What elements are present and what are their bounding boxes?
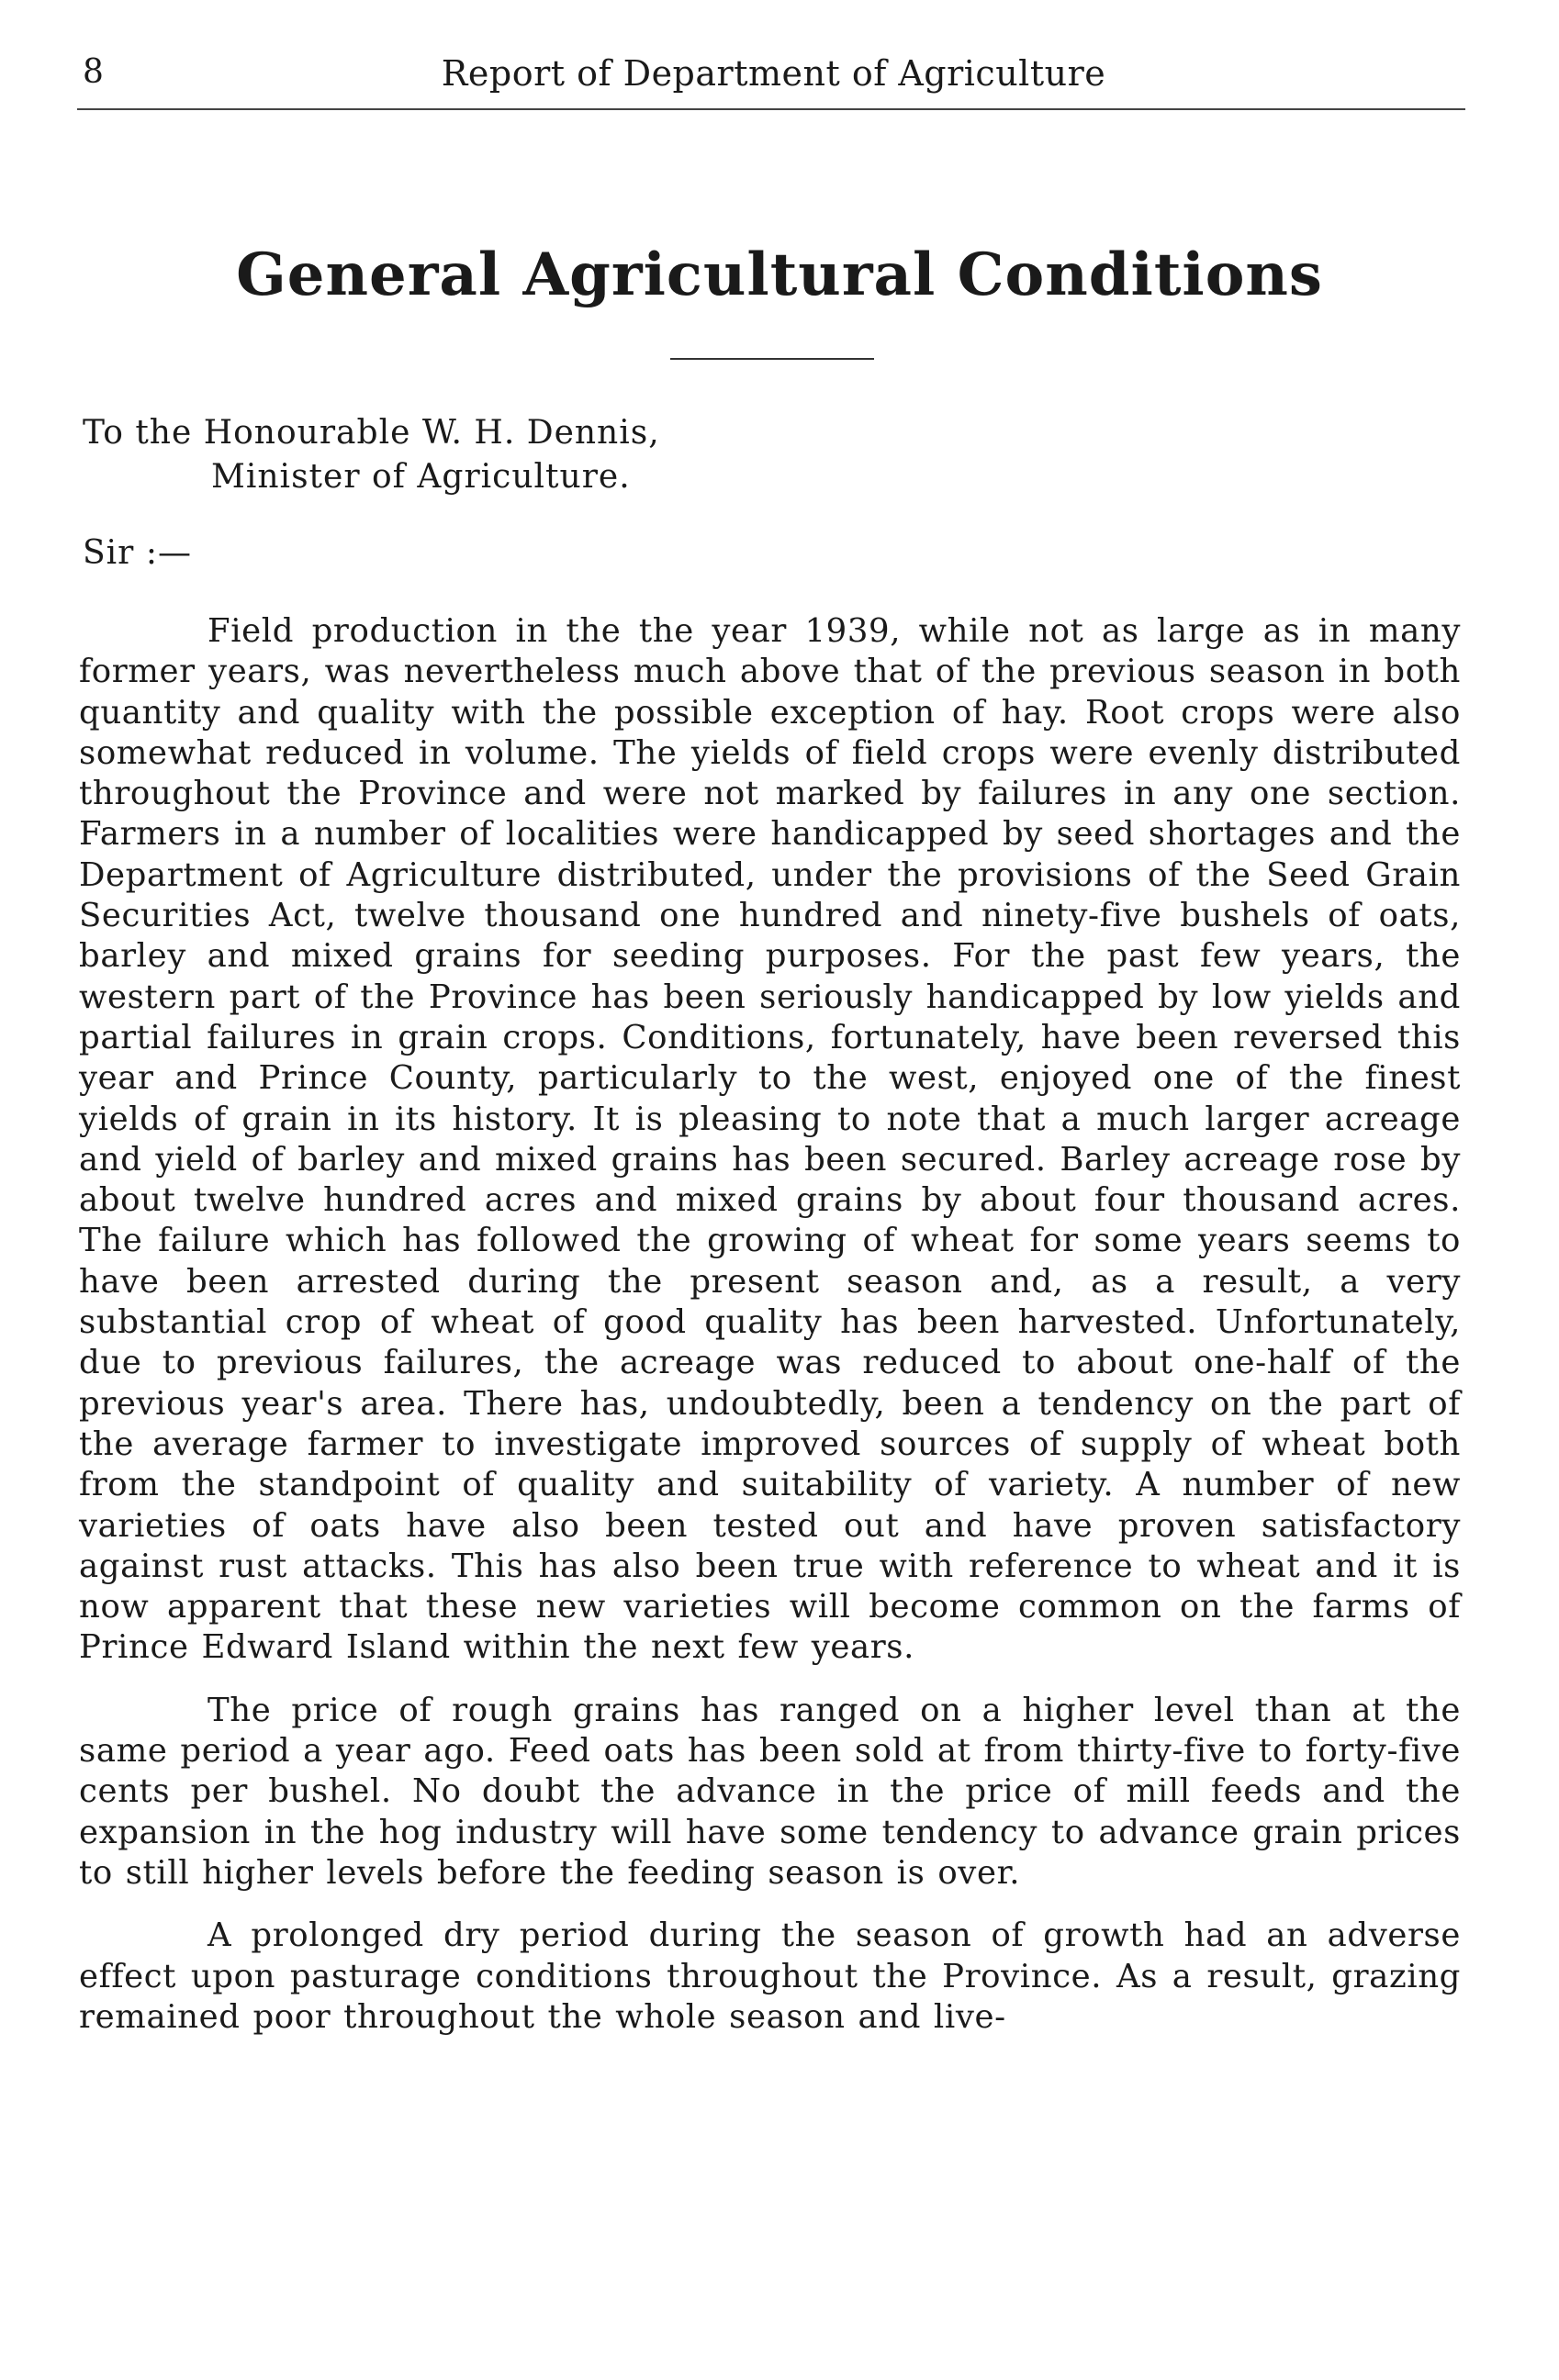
greeting: Sir :— bbox=[83, 534, 192, 572]
running-title: Report of Department of Agriculture bbox=[441, 53, 1106, 94]
running-header bbox=[83, 48, 1464, 103]
paragraph-dry-period: A prolonged dry period during the season of growth had an adverse effect upon pasturage conditions throughout the Province. As a result, grazing remained poor throughout the whole season and live- bbox=[79, 1916, 1461, 2036]
page-number: 8 bbox=[83, 53, 104, 91]
paragraph-field-production: Field production in the the year 1939, while not as large as in many former years, was nevertheless much above that of the previous season in both quantity and quality with the possible exception of hay. Root crops were also somewhat reduced in volume. The yields of field crops were evenly distributed throughout the Province and were not marked by failures in any one section. Farmers in a number of localities were handicapped by seed shortages and the Department of Agriculture distributed, under the provisions of the Seed Grain Securities Act, twelve thousand one hundred and ninety-five bushels of oats, barley and mixed grains for seeding purposes. For the past few years, the western part of the Province has been seriously handicapped by low yields and partial failures in grain crops. Conditions, fortunately, have been reversed this year and Prince County, particularly to the west, enjoyed one of the finest yields of grain in its history. It is pleasing to note that a much larger acreage and yield of barley and mixed grains has been secured. Barley acreage rose by about twelve hundred acres and mixed grains by about four thousand acres. The failure which has followed the growing of wheat for some years seems to have been arrested during the present season and, as a result, a very substantial crop of wheat of good quality has been harvested. Unfortunately, due to previous failures, the acreage was reduced to about one-half of the previous year's area. There has, undoubtedly, been a tendency on the part of the average farmer to investigate improved sources of supply of wheat both from the standpoint of quality and suitability of variety. A number of new varieties of oats have also been tested out and have proven satisfactory against rust attacks. This has also been true with reference to wheat and it is now apparent that these new varieties will become common on the farms of Prince Edward Island within the next few years. bbox=[79, 612, 1461, 1667]
header-rule bbox=[77, 108, 1465, 110]
body-text bbox=[79, 611, 1461, 2038]
title-rule bbox=[670, 358, 874, 360]
salutation-addressee: To the Honourable W. H. Dennis, bbox=[83, 414, 660, 452]
salutation-title: Minister of Agriculture. bbox=[211, 458, 631, 496]
paragraph-grain-prices: The price of rough grains has ranged on a higher level than at the same period a year ago. Feed oats has been sold at from thirty-five to forty-five cents per bushel. No doubt the advance in the price of mill feeds and the expansion in the hog industry will have some tendency to advance grain prices to still higher levels before the feeding season is over. bbox=[79, 1691, 1461, 1892]
salutation bbox=[83, 411, 660, 499]
section-title: General Agricultural Conditions bbox=[236, 240, 1323, 309]
